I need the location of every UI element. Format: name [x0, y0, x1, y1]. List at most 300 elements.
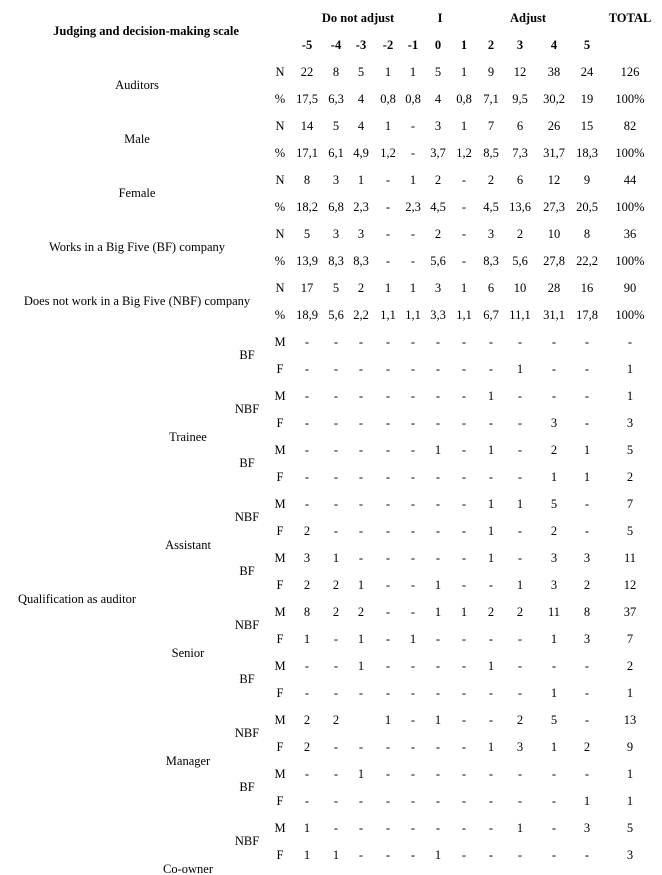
row-type-m: M: [274, 766, 286, 781]
table-cell: 2: [303, 712, 311, 727]
table-cell: -: [410, 685, 416, 700]
table-cell: 1: [409, 172, 417, 187]
table-cell: -: [410, 847, 416, 862]
row-group-label: Does not work in a Big Five (NBF) company: [23, 293, 251, 308]
table-cell: -: [461, 172, 467, 187]
table-cell: -: [435, 658, 441, 673]
table-cell: 5: [434, 64, 442, 79]
table-cell: 5: [332, 280, 340, 295]
table-cell: -: [385, 496, 391, 511]
table-cell: 1: [516, 820, 524, 835]
table-cell: -: [584, 334, 590, 349]
table-cell: 2: [357, 604, 365, 619]
table-cell: 31,7: [543, 145, 565, 160]
table-cell: 5: [357, 64, 365, 79]
table-cell: 0,8: [456, 91, 472, 106]
table-cell: -: [461, 739, 467, 754]
table-cell: 1: [409, 64, 417, 79]
table-cell: 5: [626, 523, 634, 538]
table-cell: 13,9: [296, 253, 318, 268]
table-cell: 1: [384, 118, 392, 133]
table-cell: -: [584, 712, 590, 727]
table-cell: 7: [626, 496, 634, 511]
table-cell: -: [435, 766, 441, 781]
table-cell: 1,2: [380, 145, 396, 160]
table-cell: 1: [626, 361, 634, 376]
table-cell: -: [461, 631, 467, 646]
table-cell: -: [385, 577, 391, 592]
group-header-adjust: Adjust: [509, 10, 547, 25]
table-cell: 3,7: [430, 145, 446, 160]
table-cell: -: [358, 442, 364, 457]
table-cell: -: [435, 631, 441, 646]
table-cell: 3: [626, 415, 634, 430]
table-cell: 3: [434, 280, 442, 295]
scale-header-cell: -4: [330, 37, 342, 52]
table-cell: 20,5: [576, 199, 598, 214]
table-cell: -: [410, 442, 416, 457]
table-cell: -: [435, 415, 441, 430]
table-cell: 24: [580, 64, 594, 79]
table-cell: -: [410, 145, 416, 160]
table-cell: 3: [550, 415, 558, 430]
table-cell: 3: [626, 847, 634, 862]
table-cell: 5: [303, 226, 311, 241]
table-cell: -: [333, 334, 339, 349]
group-header-total: TOTAL: [608, 10, 652, 25]
table-cell: -: [461, 415, 467, 430]
table-cell: 22: [300, 64, 314, 79]
table-cell: -: [517, 442, 523, 457]
table-cell: 12: [513, 64, 527, 79]
table-title: Judging and decision-making scale: [53, 23, 239, 38]
scale-header-cell: -2: [382, 37, 394, 52]
table-cell: -: [333, 739, 339, 754]
table-cell: -: [385, 847, 391, 862]
table-cell: -: [410, 226, 416, 241]
table-cell: 12: [547, 172, 561, 187]
table-cell: -: [333, 523, 339, 538]
table-cell: -: [435, 334, 441, 349]
table-cell: -: [461, 766, 467, 781]
table-cell: -: [358, 523, 364, 538]
table-cell: 7: [487, 118, 495, 133]
table-cell: 2: [332, 604, 340, 619]
table-cell: -: [385, 658, 391, 673]
row-type-f: F: [276, 631, 284, 646]
row-group-label: Male: [124, 131, 150, 146]
table-cell: 1: [434, 847, 442, 862]
table-cell: 36: [623, 226, 637, 241]
table-cell: 8: [583, 226, 591, 241]
table-cell: -: [385, 604, 391, 619]
table-cell: 8: [303, 172, 311, 187]
table-cell: 17,1: [296, 145, 318, 160]
table-cell: -: [488, 685, 494, 700]
company-label: BF: [239, 455, 255, 470]
table-cell: -: [410, 361, 416, 376]
table-cell: 17,5: [296, 91, 318, 106]
table-cell: 17: [300, 280, 314, 295]
table-cell: -: [488, 469, 494, 484]
table-cell: -: [461, 442, 467, 457]
table-cell: -: [410, 739, 416, 754]
row-group-label: Auditors: [115, 77, 159, 92]
row-type-f: F: [276, 577, 284, 592]
table-cell: -: [461, 334, 467, 349]
table-cell: -: [385, 523, 391, 538]
table-cell: -: [551, 658, 557, 673]
table-cell: 1: [516, 496, 524, 511]
table-cell: 12: [623, 577, 637, 592]
table-cell: -: [435, 550, 441, 565]
table-cell: 1: [516, 361, 524, 376]
table-cell: 2: [303, 739, 311, 754]
row-group-label: Works in a Big Five (BF) company: [48, 239, 226, 254]
table-cell: 1: [434, 442, 442, 457]
company-label: BF: [239, 779, 255, 794]
table-cell: -: [435, 361, 441, 376]
table-cell: 1: [626, 793, 634, 808]
table-cell: -: [517, 523, 523, 538]
table-cell: 1,1: [456, 307, 472, 322]
table-cell: -: [488, 361, 494, 376]
table-cell: -: [385, 172, 391, 187]
table-cell: 2: [583, 739, 591, 754]
table-cell: -: [435, 820, 441, 835]
company-label: NBF: [234, 617, 260, 632]
scale-header-cell: -5: [301, 37, 313, 52]
table-cell: 16: [580, 280, 594, 295]
table-cell: 1: [460, 118, 468, 133]
table-cell: 6: [516, 172, 524, 187]
table-cell: -: [488, 793, 494, 808]
table-cell: 14: [300, 118, 314, 133]
table-cell: 1: [550, 631, 558, 646]
table-cell: -: [584, 847, 590, 862]
table-cell: -: [461, 523, 467, 538]
table-cell: -: [304, 658, 310, 673]
table-cell: 1: [434, 712, 442, 727]
table-cell: -: [551, 334, 557, 349]
row-type-f: F: [276, 469, 284, 484]
table-cell: -: [385, 442, 391, 457]
table-cell: 3: [357, 226, 365, 241]
table-cell: 3: [583, 820, 591, 835]
table-cell: -: [358, 820, 364, 835]
table-cell: 3: [516, 739, 524, 754]
table-cell: -: [517, 847, 523, 862]
table-cell: 9,5: [512, 91, 528, 106]
table-cell: -: [517, 658, 523, 673]
table-cell: 2: [332, 712, 340, 727]
table-cell: -: [461, 226, 467, 241]
row-type-f: F: [276, 523, 284, 538]
table-cell: 1: [357, 766, 365, 781]
table-cell: 100%: [615, 307, 645, 322]
table-cell: 100%: [615, 253, 645, 268]
table-cell: 18,2: [296, 199, 318, 214]
table-cell: 3: [583, 550, 591, 565]
group-header-indifferent: I: [437, 10, 443, 25]
table-cell: 126: [620, 64, 640, 79]
table-cell: 8: [332, 64, 340, 79]
table-cell: -: [333, 631, 339, 646]
table-cell: 1: [626, 766, 634, 781]
table-cell: 15: [580, 118, 594, 133]
table-cell: 3: [303, 550, 311, 565]
table-cell: -: [461, 793, 467, 808]
table-cell: 1: [460, 280, 468, 295]
group-header-do-not-adjust: Do not adjust: [321, 10, 395, 25]
table-cell: 5: [550, 496, 558, 511]
table-cell: -: [410, 334, 416, 349]
table-cell: 31,1: [543, 307, 565, 322]
table-cell: 6,1: [328, 145, 344, 160]
row-type-m: M: [274, 658, 286, 673]
table-cell: 4: [357, 118, 365, 133]
table-cell: 8,3: [328, 253, 344, 268]
table-cell: -: [488, 820, 494, 835]
table-cell: -: [410, 712, 416, 727]
table-cell: 2: [626, 469, 634, 484]
table-cell: 10: [513, 280, 527, 295]
table-cell: 100%: [615, 91, 645, 106]
table-cell: 3: [434, 118, 442, 133]
table-cell: -: [461, 658, 467, 673]
table-cell: 3,3: [430, 307, 446, 322]
table-cell: -: [461, 550, 467, 565]
table-cell: 1: [357, 631, 365, 646]
scale-header-cell: 5: [583, 37, 591, 52]
table-cell: -: [435, 685, 441, 700]
row-type-percent: %: [274, 199, 286, 214]
table-cell: 30,2: [543, 91, 565, 106]
table-cell: -: [517, 469, 523, 484]
table-cell: 18,9: [296, 307, 318, 322]
table-cell: 2: [434, 226, 442, 241]
table-cell: 18,3: [576, 145, 598, 160]
table-cell: -: [333, 469, 339, 484]
table-cell: -: [385, 550, 391, 565]
table-cell: -: [435, 388, 441, 403]
table-cell: 1: [487, 388, 495, 403]
table-cell: 1: [626, 388, 634, 403]
table-cell: 1,2: [456, 145, 472, 160]
level-label: Manager: [165, 753, 211, 768]
row-type-percent: %: [274, 145, 286, 160]
table-cell: 1: [626, 685, 634, 700]
table-cell: -: [385, 388, 391, 403]
table-cell: 1: [550, 469, 558, 484]
table-cell: 26: [547, 118, 561, 133]
table-cell: 1: [384, 280, 392, 295]
table-cell: -: [461, 496, 467, 511]
table-cell: 2,2: [353, 307, 369, 322]
table-cell: -: [584, 415, 590, 430]
table-cell: 3: [487, 226, 495, 241]
company-label: NBF: [234, 509, 260, 524]
table-cell: -: [385, 469, 391, 484]
table-cell: 3: [332, 226, 340, 241]
scale-header-cell: 4: [550, 37, 558, 52]
table-cell: -: [488, 766, 494, 781]
table-cell: -: [461, 820, 467, 835]
table-cell: -: [410, 604, 416, 619]
table-cell: -: [461, 388, 467, 403]
table-cell: 4: [357, 91, 365, 106]
table-cell: -: [385, 253, 391, 268]
table-cell: 2: [434, 172, 442, 187]
table-cell: -: [358, 469, 364, 484]
table-cell: -: [333, 496, 339, 511]
table-cell: 44: [623, 172, 637, 187]
table-cell: -: [358, 739, 364, 754]
table-cell: -: [410, 253, 416, 268]
table-cell: 8,3: [353, 253, 369, 268]
table-cell: 1: [487, 523, 495, 538]
table-cell: -: [488, 631, 494, 646]
row-type-m: M: [274, 496, 286, 511]
table-cell: 1: [434, 577, 442, 592]
row-type-percent: %: [274, 253, 286, 268]
scale-header-cell: -1: [407, 37, 419, 52]
row-type-percent: %: [274, 91, 286, 106]
table-cell: 27,8: [543, 253, 565, 268]
table-cell: 2: [357, 280, 365, 295]
table-cell: 1: [384, 64, 392, 79]
table-cell: -: [584, 388, 590, 403]
table-cell: -: [517, 388, 523, 403]
table-cell: -: [410, 577, 416, 592]
table-cell: 9: [583, 172, 591, 187]
table-cell: -: [358, 361, 364, 376]
table-cell: 1: [303, 631, 311, 646]
table-cell: -: [358, 685, 364, 700]
company-label: NBF: [234, 725, 260, 740]
table-cell: 38: [547, 64, 561, 79]
table-cell: 0,8: [380, 91, 396, 106]
table-cell: -: [333, 793, 339, 808]
table-cell: 8,5: [483, 145, 499, 160]
table-cell: 22,2: [576, 253, 598, 268]
table-cell: 1: [583, 793, 591, 808]
table-cell: -: [627, 334, 633, 349]
row-type-m: M: [274, 712, 286, 727]
table-cell: -: [435, 793, 441, 808]
table-cell: 6: [487, 280, 495, 295]
table-cell: -: [410, 550, 416, 565]
table-cell: -: [517, 793, 523, 808]
table-cell: -: [584, 523, 590, 538]
table-cell: -: [435, 496, 441, 511]
row-type-n: N: [275, 64, 285, 79]
table-cell: -: [304, 442, 310, 457]
table-cell: -: [304, 469, 310, 484]
table-cell: 5,6: [430, 253, 446, 268]
table-cell: -: [333, 442, 339, 457]
table-cell: 2: [516, 712, 524, 727]
table-cell: -: [488, 577, 494, 592]
table-cell: -: [358, 388, 364, 403]
row-type-m: M: [274, 388, 286, 403]
table-cell: -: [410, 118, 416, 133]
table-cell: 1: [303, 847, 311, 862]
table-cell: -: [461, 361, 467, 376]
table-cell: -: [584, 685, 590, 700]
company-label: BF: [239, 347, 255, 362]
table-cell: -: [358, 334, 364, 349]
table-cell: -: [385, 226, 391, 241]
table-cell: -: [358, 415, 364, 430]
table-cell: 1: [332, 847, 340, 862]
table-cell: 1: [384, 712, 392, 727]
table-cell: 6,3: [328, 91, 344, 106]
table-cell: -: [461, 577, 467, 592]
table-cell: -: [584, 361, 590, 376]
table-cell: -: [385, 793, 391, 808]
row-type-n: N: [275, 172, 285, 187]
table-cell: 1: [460, 64, 468, 79]
row-type-f: F: [276, 739, 284, 754]
row-group-label: Female: [118, 185, 156, 200]
scale-header-cell: 2: [487, 37, 495, 52]
table-cell: 2: [487, 604, 495, 619]
table-cell: 5: [626, 442, 634, 457]
table-cell: -: [385, 766, 391, 781]
table-cell: -: [410, 658, 416, 673]
table-cell: 1: [550, 739, 558, 754]
table-cell: 9: [626, 739, 634, 754]
row-type-m: M: [274, 820, 286, 835]
table-cell: 27,3: [543, 199, 565, 214]
table-cell: 5: [550, 712, 558, 727]
table-cell: 4: [434, 91, 442, 106]
table-cell: -: [551, 847, 557, 862]
table-cell: 82: [623, 118, 637, 133]
table-cell: 10: [547, 226, 561, 241]
table-cell: -: [517, 334, 523, 349]
table-cell: -: [410, 415, 416, 430]
company-label: BF: [239, 563, 255, 578]
table-cell: 1: [409, 631, 417, 646]
scale-header-cell: -3: [355, 37, 367, 52]
table-cell: 2,3: [353, 199, 369, 214]
table-cell: 37: [623, 604, 637, 619]
table-cell: 7,3: [512, 145, 528, 160]
table-cell: -: [461, 253, 467, 268]
table-cell: -: [304, 496, 310, 511]
table-cell: 2: [487, 172, 495, 187]
table-cell: 2: [303, 523, 311, 538]
table-cell: -: [333, 820, 339, 835]
table-cell: 19: [580, 91, 594, 106]
row-type-m: M: [274, 442, 286, 457]
table-cell: 1: [357, 658, 365, 673]
table-cell: 13,6: [509, 199, 531, 214]
table-cell: 1: [516, 577, 524, 592]
row-type-n: N: [275, 226, 285, 241]
table-cell: -: [385, 820, 391, 835]
table-cell: -: [551, 388, 557, 403]
table-cell: 13: [623, 712, 637, 727]
table-cell: 5: [332, 118, 340, 133]
table-cell: 6: [516, 118, 524, 133]
table-cell: -: [385, 199, 391, 214]
table-cell: 1: [332, 550, 340, 565]
table-cell: 4,9: [353, 145, 369, 160]
table-cell: -: [584, 496, 590, 511]
